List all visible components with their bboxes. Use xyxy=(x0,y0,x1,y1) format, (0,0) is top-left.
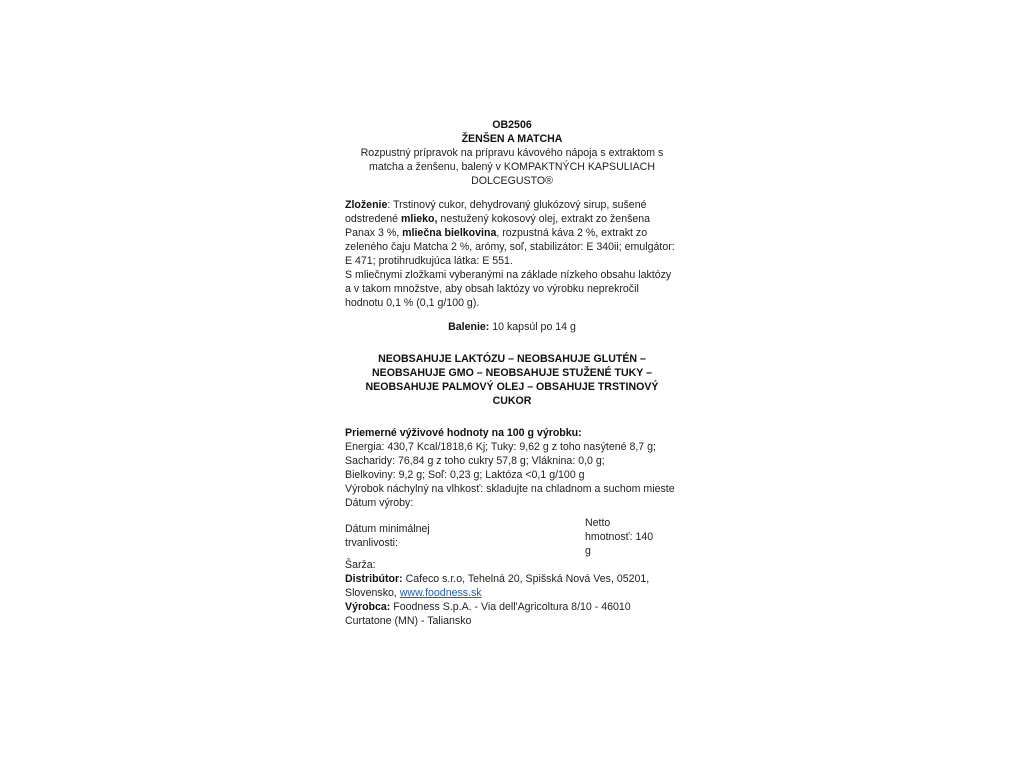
manufacturer-info xyxy=(345,600,679,628)
allergen-milk-protein: mliečna bielkovina xyxy=(402,227,497,239)
allergen-milk: mlieko, xyxy=(400,213,438,225)
storage-instructions: Výrobok náchylný na vlhkosť: skladujte na chladnom a suchom mieste xyxy=(345,483,675,495)
production-date: Dátum výroby: xyxy=(345,497,414,509)
package-label: Balenie: xyxy=(448,321,490,333)
product-name: ŽENŠEN A MATCHA xyxy=(461,133,563,145)
ingredients-label: Zloženie xyxy=(345,199,388,211)
nutrition-energy: Energia: 430,7 Kcal/1818,6 Kj; Tuky: 9,62 g z toho nasýtené 8,7 g; xyxy=(345,441,656,453)
ingredients-text-1: : Trstinový cukor, dehydrovaný glukózový sirup, sušené odstredené xyxy=(345,199,647,225)
net-weight: Netto hmotnosť: 140 g xyxy=(585,517,654,557)
lactose-note: S mliečnymi zložkami vyberanými na základe nízkeho obsahu laktózy a v takom množstve, aby obsah laktózy vo výrobku neprekročil hodnotu 0,1 % (0,1 g/100 g). xyxy=(345,269,672,309)
ingredients-paragraph xyxy=(345,198,679,268)
ingredients-text-3: , rozpustná káva 2 %, extrakt zo zeleného čaju Matcha 2 %, arómy, soľ, stabilizátor: E 340ii; emulgátor: E 471; protihrudkujúca látka: E 551. xyxy=(345,227,675,267)
batch-number: Šarža: xyxy=(345,559,376,571)
nutrition-protein: Bielkoviny: 9,2 g; Soľ: 0,23 g; Laktóza <0,1 g/100 g xyxy=(345,469,585,481)
manufacturer-label: Výrobca: xyxy=(345,601,391,613)
product-code: OB2506 xyxy=(492,119,532,131)
dates-row xyxy=(345,516,679,558)
package-info xyxy=(345,320,679,334)
ingredients-text-2: nestužený kokosový olej, extrakt zo ženšena Panax 3 %, xyxy=(345,213,651,239)
manufacturer-text: Foodness S.p.A. - Via dell'Agricoltura 8/10 - 46010 Curtatone (MN) - Taliansko xyxy=(345,601,631,627)
distributor-info xyxy=(345,572,679,600)
free-from-claim-2: NEOBSAHUJE GMO – NEOBSAHUJE STUŽENÉ TUKY – xyxy=(372,367,652,379)
distributor-text: Cafeco s.r.o, Tehelná 20, Spišská Nová Ves, 05201, Slovensko, xyxy=(345,573,650,599)
nutrition-carbs: Sacharidy: 76,84 g z toho cukry 57,8 g; Vláknina: 0,0 g; xyxy=(345,455,605,467)
free-from-claim-1: NEOBSAHUJE LAKTÓZU – NEOBSAHUJE GLUTÉN – xyxy=(378,353,646,365)
website-link[interactable]: www.foodness.sk xyxy=(399,587,482,599)
product-label xyxy=(345,118,679,628)
package-value: 10 kapsúl po 14 g xyxy=(489,321,576,333)
product-description: Rozpustný prípravok na prípravu kávového nápoja s extraktom s matcha a ženšenu, balený v KOMPAKTNÝCH KAPSULIACH DOLCEGUSTO® xyxy=(360,147,664,187)
nutrition-title: Priemerné výživové hodnoty na 100 g výrobku: xyxy=(345,427,582,439)
free-from-claim-3: NEOBSAHUJE PALMOVÝ OLEJ – OBSAHUJE TRSTINOVÝ CUKOR xyxy=(365,381,659,407)
distributor-label: Distribútor: xyxy=(345,573,403,585)
best-before-date: Dátum minimálnej trvanlivosti: xyxy=(345,523,430,549)
